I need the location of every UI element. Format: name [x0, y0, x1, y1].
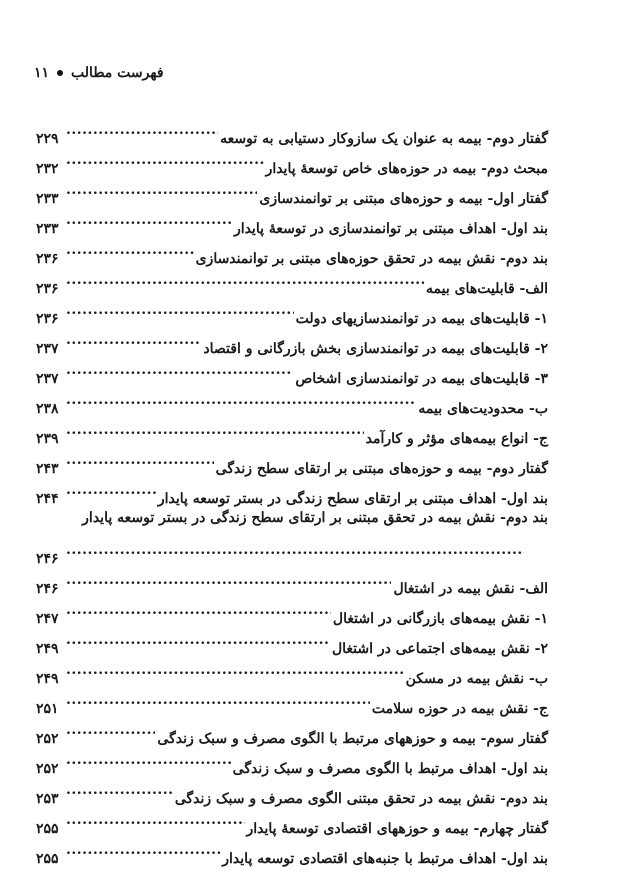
toc-entry-page: ۲۵۳ [36, 791, 59, 807]
toc-entry-page: ۲۵۲ [36, 761, 59, 777]
dot-leader [66, 263, 424, 293]
dot-leader [66, 563, 391, 593]
toc-entry-title: ۳- قابلیت‌های بیمه در توانمندسازی اشخاص [295, 371, 548, 387]
toc-entry-page: ۲۴۶ [36, 581, 59, 597]
dot-leader [66, 623, 330, 653]
page-number: ۱۱ [34, 65, 50, 81]
toc-entry-title: ب- محدودیت‌های بیمه [418, 401, 548, 417]
toc-entry-title: بند دوم- نقش بیمه در تحقق مبتنی بر ارتقای سطح زندگی در بستر توسعه پایدار [82, 510, 548, 526]
toc-entry-title: بند اول- اهداف مرتبط با الگوی مصرف و سبک زندگی [232, 761, 548, 777]
toc-entry-page: ۲۳۶ [36, 251, 59, 267]
toc-entry-page: ۲۳۳ [36, 221, 59, 237]
toc-entry-page: ۲۳۲ [36, 161, 59, 177]
dot-leader [66, 653, 404, 683]
toc-entry-title: گفتار چهارم- بیمه و حوزههای اقتصادی توسعهٔ پایدار [246, 821, 548, 837]
dot-leader [66, 473, 156, 503]
dot-leader [66, 833, 220, 863]
toc-entry-page: ۲۵۵ [36, 851, 59, 867]
dot-leader [66, 383, 416, 413]
toc-entry-title: گفتار دوم- بیمه و حوزه‌های مبتنی بر ارتقای سطح زندگی [215, 461, 548, 477]
dot-leader [66, 683, 370, 713]
bullet-dot-icon [57, 70, 63, 76]
toc-entry [36, 113, 548, 147]
toc-entry [36, 503, 548, 533]
dot-leader [66, 533, 524, 563]
toc-entry-title: گفتار دوم- بیمه به عنوان یک سازوکار دستیابی به توسعه [220, 131, 548, 147]
dot-leader [66, 443, 214, 473]
dot-leader [66, 713, 155, 743]
dot-leader [66, 593, 331, 623]
toc-entry-title: بند اول- اهداف مبتنی بر توانمندسازی در توسعهٔ پایدار [233, 221, 548, 237]
dot-leader [66, 743, 231, 773]
toc-entry-title: الف- نقش بیمه در اشتغال [393, 581, 548, 597]
dot-leader [66, 203, 232, 233]
toc-entry-title: الف- قابلیت‌های بیمه [426, 281, 548, 297]
toc-entry-page: ۲۳۶ [36, 281, 59, 297]
dot-leader [66, 113, 218, 143]
toc-entry [36, 563, 548, 597]
toc-entry-title: ب- نقش بیمه در مسکن [405, 671, 548, 687]
page-header [34, 62, 608, 84]
toc-entry-title: مبحث دوم- بیمه در حوزه‌های خاص توسعهٔ پایدار [265, 161, 548, 177]
dot-leader [66, 143, 264, 173]
toc-entry-page: ۲۳۳ [36, 191, 59, 207]
dot-leader [66, 323, 201, 353]
toc-entry-title: گفتار اول- بیمه و حوزه‌های مبتنی بر توانمندسازی [259, 191, 548, 207]
dot-leader [66, 233, 194, 263]
toc-entry-page: ۲۴۹ [36, 641, 59, 657]
toc-entry-page: ۲۲۹ [36, 131, 59, 147]
toc-entry-title: ج- نقش بیمه در حوزه سلامت [371, 701, 548, 717]
toc-entry-page: ۲۴۳ [36, 461, 59, 477]
toc-entry-title: بند اول- اهداف مرتبط با جنبه‌های اقتصادی توسعه پایدار [222, 851, 548, 867]
toc-entry-title: ۲- قابلیت‌های بیمه در توانمندسازی بخش بازرگانی و اقتصاد [203, 341, 548, 357]
toc-entry-title: ۱- نقش بیمه‌های بازرگانی در اشتغال [332, 611, 548, 627]
toc-entry-page: ۲۳۶ [36, 311, 59, 327]
toc-entry-title: ۲- نقش بیمه‌های اجتماعی در اشتغال [331, 641, 548, 657]
toc-entry-title: گفتار سوم- بیمه و حوزههای مرتبط با الگوی مصرف و سبک زندگی [157, 731, 548, 747]
toc-entry-page: ۲۴۷ [36, 611, 59, 627]
toc-entry-title: ج- انواع بیمه‌های مؤثر و کارآمد [365, 431, 548, 447]
toc-entry-page: ۲۴۴ [36, 491, 59, 507]
running-title: فهرست مطالب [71, 65, 164, 81]
toc-entry-page: ۲۴۶ [36, 551, 59, 567]
toc-entry-page: ۲۴۹ [36, 671, 59, 687]
toc-entry-page: ۲۳۷ [36, 341, 59, 357]
toc-entry-page: ۲۳۸ [36, 401, 59, 417]
toc-entry-page: ۲۵۱ [36, 701, 59, 717]
toc-entry-page: ۲۳۹ [36, 431, 59, 447]
toc-entry-page: ۲۳۷ [36, 371, 59, 387]
dot-leader [66, 773, 173, 803]
toc-entry-title: ۱- قابلیت‌های بیمه در توانمندسازیهای دولت [295, 311, 548, 327]
table-of-contents [36, 113, 548, 867]
dot-leader [66, 353, 293, 383]
toc-entry-title: بند اول- اهداف مبتنی بر ارتقای سطح زندگی در بستر توسعه پایدار [157, 491, 548, 507]
dot-leader [66, 413, 364, 443]
toc-entry-page: ۲۵۵ [36, 821, 59, 837]
toc-entry-title: بند دوم- نقش بیمه در تحقق حوزه‌های مبتنی بر توانمندسازی [195, 251, 548, 267]
toc-entry-title: بند دوم- نقش بیمه در تحقق مبتنی الگوی مصرف و سبک زندگی [174, 791, 548, 807]
dot-leader [66, 293, 294, 323]
dot-leader [66, 173, 257, 203]
dot-leader [66, 803, 245, 833]
toc-entry-page: ۲۵۲ [36, 731, 59, 747]
toc-entry-continuation [36, 533, 548, 567]
